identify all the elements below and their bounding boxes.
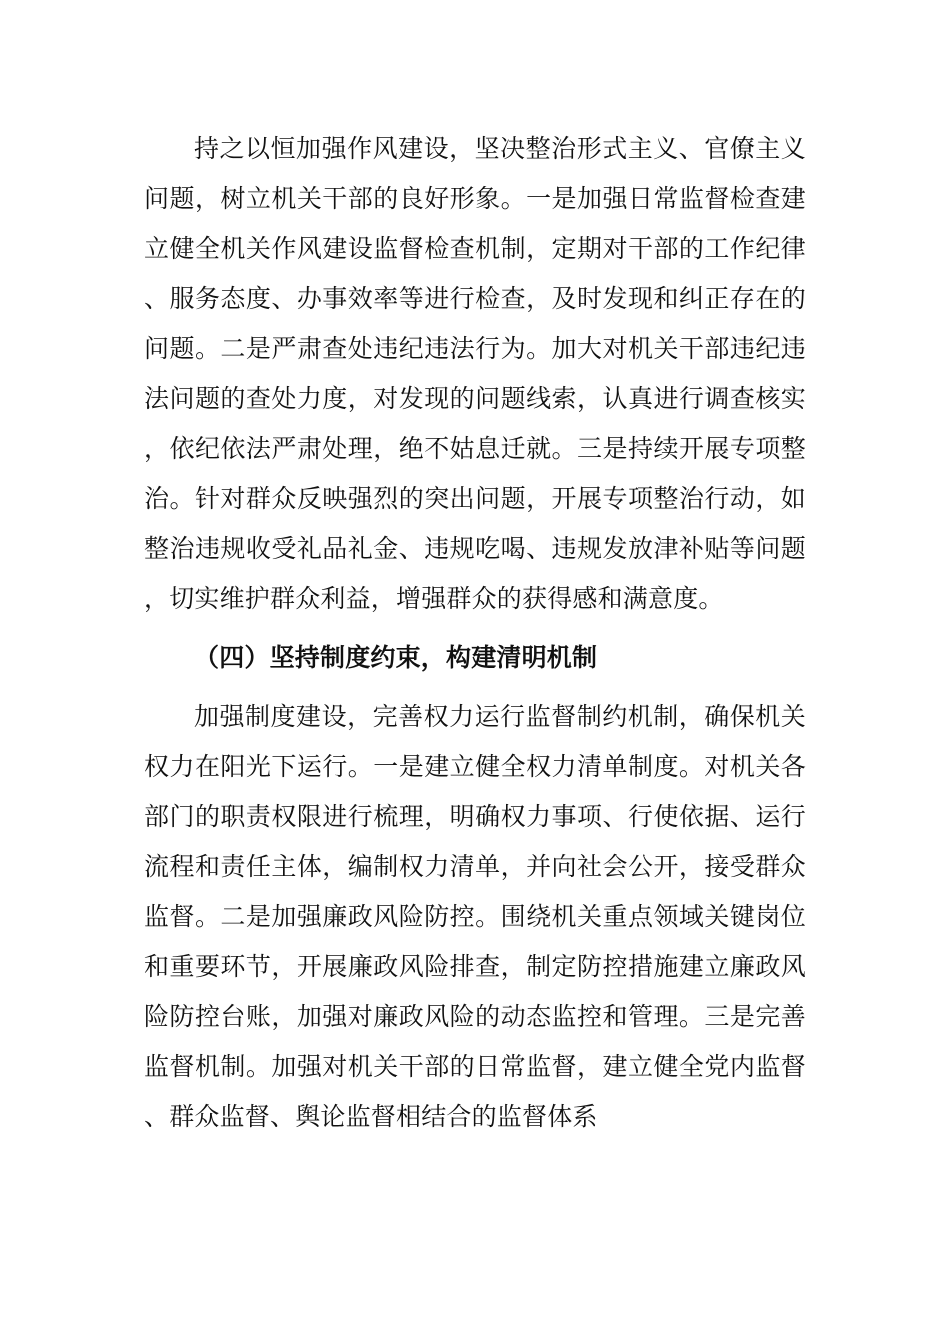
paragraph-work-style: 持之以恒加强作风建设，坚决整治形式主义、官僚主义问题，树立机关干部的良好形象。一是加强日常监督检查建立健全机关作风建设监督检查机制，定期对干部的工作纪律、服务态度、办事效率等进行检查，及时发现和纠正存在的问题。二是严肃查处违纪违法行为。加大对机关干部违纪违法问题的查处力度，对发现的问题线索，认真进行调查核实，依纪依法严肃处理，绝不姑息迁就。三是持续开展专项整治。针对群众反映强烈的突出问题，开展专项整治行动，如整治违规收受礼品礼金、违规吃喝、违规发放津补贴等问题，切实维护群众利益，增强群众的获得感和满意度。 bbox=[144, 134, 806, 613]
section-heading: （四）坚持制度约束，构建清明机制 bbox=[194, 643, 598, 672]
document-body bbox=[144, 124, 806, 1142]
paragraph-institution: 加强制度建设，完善权力运行监督制约机制，确保机关权力在阳光下运行。一是建立健全权力清单制度。对机关各部门的职责权限进行梳理，明确权力事项、行使依据、运行流程和责任主体，编制权力清单，并向社会公开，接受群众监督。二是加强廉政风险防控。围绕机关重点领域关键岗位和重要环节，开展廉政风险排查，制定防控措施建立廉政风险防控台账，加强对廉政风险的动态监控和管理。三是完善监督机制。加强对机关干部的日常监督，建立健全党内监督、群众监督、舆论监督相结合的监督体系 bbox=[144, 702, 806, 1131]
